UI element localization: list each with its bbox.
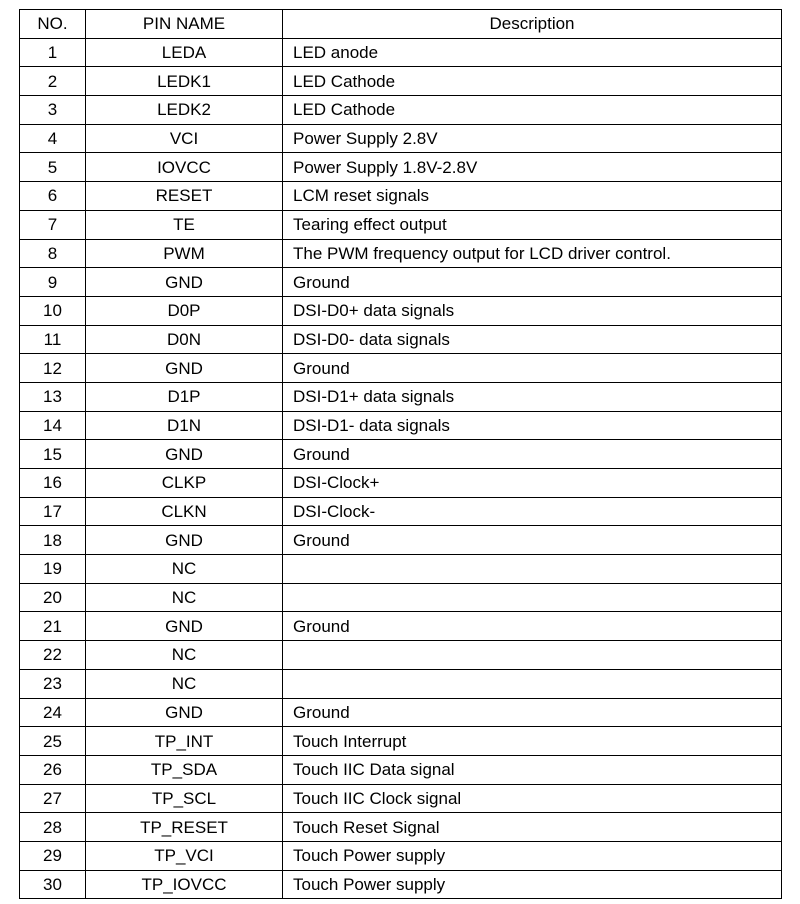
pin-description-cell: LED Cathode [283, 96, 782, 125]
pin-name-cell: NC [86, 641, 283, 670]
table-row [20, 440, 782, 469]
pin-description-cell: Ground [283, 612, 782, 641]
pin-number-cell: 17 [20, 497, 86, 526]
table-row [20, 497, 782, 526]
pin-number-cell: 29 [20, 841, 86, 870]
pin-description-cell: Ground [283, 268, 782, 297]
pin-name-cell: TP_SDA [86, 755, 283, 784]
pin-description-cell: DSI-D1- data signals [283, 411, 782, 440]
pin-description-cell: Touch Reset Signal [283, 813, 782, 842]
table-row [20, 813, 782, 842]
pin-number-cell: 8 [20, 239, 86, 268]
pin-name-cell: VCI [86, 124, 283, 153]
pin-description-cell: DSI-D0- data signals [283, 325, 782, 354]
pin-number-cell: 23 [20, 669, 86, 698]
pin-name-cell: TP_SCL [86, 784, 283, 813]
pin-number-cell: 6 [20, 182, 86, 211]
table-row [20, 210, 782, 239]
pin-description-cell: Touch IIC Clock signal [283, 784, 782, 813]
pin-description-cell: Touch Power supply [283, 870, 782, 899]
pin-name-cell: TP_RESET [86, 813, 283, 842]
table-row [20, 841, 782, 870]
pin-name-cell: GND [86, 612, 283, 641]
table-row [20, 641, 782, 670]
pin-description-cell: LCM reset signals [283, 182, 782, 211]
pin-description-cell: Touch Interrupt [283, 727, 782, 756]
pin-description-cell [283, 669, 782, 698]
pin-description-cell: Tearing effect output [283, 210, 782, 239]
table-row [20, 727, 782, 756]
table-row [20, 612, 782, 641]
pin-name-cell: NC [86, 669, 283, 698]
pin-name-cell: NC [86, 583, 283, 612]
pin-name-cell: D1N [86, 411, 283, 440]
pin-description-cell: LED anode [283, 38, 782, 67]
pin-number-cell: 18 [20, 526, 86, 555]
pin-description-cell [283, 583, 782, 612]
pin-number-cell: 13 [20, 382, 86, 411]
table-row [20, 354, 782, 383]
pin-number-cell: 7 [20, 210, 86, 239]
pin-name-cell: D1P [86, 382, 283, 411]
pin-name-cell: NC [86, 555, 283, 584]
header-no: NO. [20, 10, 86, 39]
table-row [20, 182, 782, 211]
table-row [20, 153, 782, 182]
table-row [20, 784, 782, 813]
table-row [20, 526, 782, 555]
header-row [20, 10, 782, 39]
pin-name-cell: LEDK1 [86, 67, 283, 96]
table-row [20, 382, 782, 411]
pin-number-cell: 24 [20, 698, 86, 727]
pin-number-cell: 5 [20, 153, 86, 182]
table-row [20, 325, 782, 354]
pin-description-cell: DSI-Clock- [283, 497, 782, 526]
pin-number-cell: 25 [20, 727, 86, 756]
pin-name-cell: TE [86, 210, 283, 239]
table-header [20, 10, 782, 39]
pin-description-cell: Power Supply 1.8V-2.8V [283, 153, 782, 182]
header-description: Description [283, 10, 782, 39]
table-row [20, 755, 782, 784]
pin-number-cell: 14 [20, 411, 86, 440]
pin-number-cell: 12 [20, 354, 86, 383]
pin-number-cell: 15 [20, 440, 86, 469]
pin-description-cell [283, 555, 782, 584]
table-row [20, 124, 782, 153]
pin-number-cell: 3 [20, 96, 86, 125]
pin-name-cell: IOVCC [86, 153, 283, 182]
pin-name-cell: TP_INT [86, 727, 283, 756]
pin-description-cell: Ground [283, 440, 782, 469]
table-row [20, 583, 782, 612]
pin-number-cell: 19 [20, 555, 86, 584]
pin-number-cell: 11 [20, 325, 86, 354]
pin-name-cell: GND [86, 698, 283, 727]
pin-number-cell: 1 [20, 38, 86, 67]
pin-number-cell: 4 [20, 124, 86, 153]
pin-name-cell: D0N [86, 325, 283, 354]
pin-name-cell: RESET [86, 182, 283, 211]
header-pin-name: PIN NAME [86, 10, 283, 39]
pin-number-cell: 22 [20, 641, 86, 670]
pin-number-cell: 10 [20, 296, 86, 325]
pin-name-cell: D0P [86, 296, 283, 325]
table-row [20, 239, 782, 268]
pin-description-cell: LED Cathode [283, 67, 782, 96]
pin-name-cell: GND [86, 526, 283, 555]
pin-name-cell: LEDA [86, 38, 283, 67]
pin-number-cell: 27 [20, 784, 86, 813]
table-row [20, 268, 782, 297]
pin-name-cell: TP_VCI [86, 841, 283, 870]
pin-description-cell: The PWM frequency output for LCD driver control. [283, 239, 782, 268]
pin-description-cell: Ground [283, 354, 782, 383]
pin-number-cell: 2 [20, 67, 86, 96]
pin-description-cell: DSI-D1+ data signals [283, 382, 782, 411]
pin-name-cell: TP_IOVCC [86, 870, 283, 899]
pin-number-cell: 21 [20, 612, 86, 641]
pin-number-cell: 30 [20, 870, 86, 899]
table-row [20, 669, 782, 698]
pin-description-cell: Touch Power supply [283, 841, 782, 870]
pin-name-cell: CLKN [86, 497, 283, 526]
pin-name-cell: GND [86, 268, 283, 297]
table-row [20, 38, 782, 67]
pin-number-cell: 9 [20, 268, 86, 297]
pin-name-cell: GND [86, 354, 283, 383]
pin-number-cell: 16 [20, 469, 86, 498]
pin-description-cell: Ground [283, 698, 782, 727]
table-row [20, 698, 782, 727]
pin-name-cell: LEDK2 [86, 96, 283, 125]
pin-definition-table [19, 9, 782, 899]
pin-description-cell: Power Supply 2.8V [283, 124, 782, 153]
table-row [20, 296, 782, 325]
pin-description-cell: Touch IIC Data signal [283, 755, 782, 784]
table-row [20, 411, 782, 440]
pin-name-cell: GND [86, 440, 283, 469]
pin-description-cell [283, 641, 782, 670]
pin-number-cell: 26 [20, 755, 86, 784]
pin-name-cell: CLKP [86, 469, 283, 498]
pin-name-cell: PWM [86, 239, 283, 268]
table-row [20, 67, 782, 96]
table-row [20, 555, 782, 584]
pin-number-cell: 28 [20, 813, 86, 842]
pin-description-cell: Ground [283, 526, 782, 555]
pin-description-cell: DSI-Clock+ [283, 469, 782, 498]
pin-description-cell: DSI-D0+ data signals [283, 296, 782, 325]
table-row [20, 469, 782, 498]
table-row [20, 96, 782, 125]
table-row [20, 870, 782, 899]
pin-number-cell: 20 [20, 583, 86, 612]
table-body [20, 38, 782, 899]
